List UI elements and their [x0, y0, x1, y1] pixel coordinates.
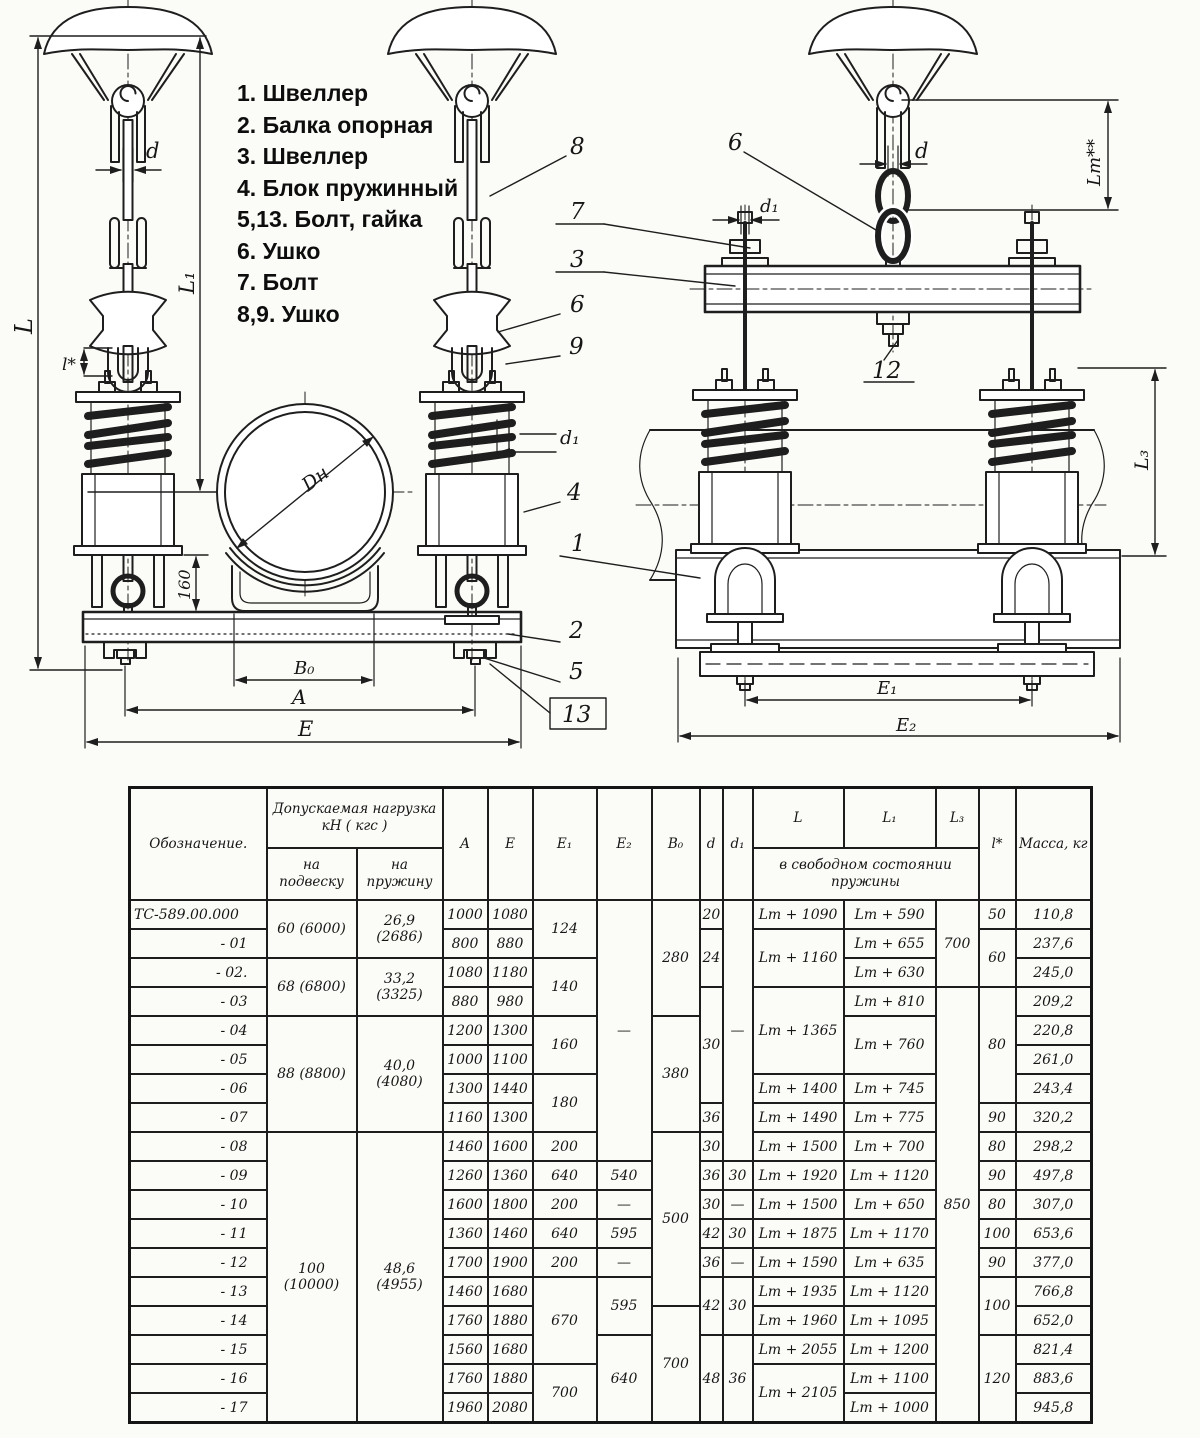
value-cell: 1300	[488, 1103, 533, 1132]
value-cell: 237,6	[1016, 929, 1092, 958]
dim-A-label: A	[292, 685, 307, 709]
value-cell: 33,2 (3325)	[357, 958, 443, 1016]
value-cell: Lт + 635	[844, 1248, 936, 1277]
value-cell: 68 (6800)	[267, 958, 357, 1016]
value-cell: 307,0	[1016, 1190, 1092, 1219]
value-cell: —	[723, 1248, 753, 1277]
value-cell: Lт + 1095	[844, 1306, 936, 1335]
value-cell: 1960	[443, 1393, 488, 1423]
designation-cell: - 12	[130, 1248, 267, 1277]
value-cell: 640	[533, 1161, 597, 1190]
value-cell: Lт + 655	[844, 929, 936, 958]
value-cell: 88 (8800)	[267, 1016, 357, 1132]
value-cell: Lт + 1170	[844, 1219, 936, 1248]
value-cell: Lт + 1960	[753, 1306, 844, 1335]
value-cell: 100 (10000)	[267, 1132, 357, 1423]
col-L: L	[753, 788, 844, 849]
value-cell: Lт + 1875	[753, 1219, 844, 1248]
value-cell: Lт + 1500	[753, 1132, 844, 1161]
col-mass: Масса, кг	[1016, 788, 1092, 901]
part-8-label: 8	[570, 134, 585, 160]
col-d1: d₁	[723, 788, 753, 901]
value-cell: 700	[936, 900, 979, 987]
dim-Lt-label: Lт**	[1084, 138, 1105, 186]
value-cell: Lт + 1120	[844, 1277, 936, 1306]
part-5-label: 5	[569, 659, 584, 685]
value-cell: 24	[700, 929, 723, 987]
part-7-label: 7	[570, 199, 585, 225]
dim-160-label: 160	[175, 569, 194, 600]
value-cell: 1100	[488, 1045, 533, 1074]
view-left-hanger	[44, 0, 212, 660]
value-cell: Lт + 1160	[753, 929, 844, 987]
value-cell: 497,8	[1016, 1161, 1092, 1190]
value-cell: 1160	[443, 1103, 488, 1132]
value-cell: 36	[700, 1248, 723, 1277]
value-cell: 243,4	[1016, 1074, 1092, 1103]
value-cell: Lт + 1920	[753, 1161, 844, 1190]
value-cell: 160	[533, 1016, 597, 1074]
legend-item: 4. Блок пружинный	[237, 174, 459, 201]
value-cell: 42	[700, 1219, 723, 1248]
value-cell: 1460	[443, 1277, 488, 1306]
table-header	[130, 788, 1092, 901]
part-6r-label: 6	[728, 130, 743, 156]
value-cell: 1260	[443, 1161, 488, 1190]
col-free-state: в свободном состоянии пружины	[753, 848, 979, 900]
value-cell: 1600	[443, 1190, 488, 1219]
designation-cell: - 13	[130, 1277, 267, 1306]
value-cell: 180	[533, 1074, 597, 1132]
value-cell: 245,0	[1016, 958, 1092, 987]
value-cell: 1360	[443, 1219, 488, 1248]
designation-cell: ТС-589.00.000	[130, 900, 267, 929]
value-cell: 200	[533, 1248, 597, 1277]
value-cell: 1440	[488, 1074, 533, 1103]
value-cell: 670	[533, 1277, 597, 1364]
value-cell: Lт + 590	[844, 900, 936, 929]
value-cell: Lт + 1120	[844, 1161, 936, 1190]
value-cell: 377,0	[1016, 1248, 1092, 1277]
value-cell: 1880	[488, 1364, 533, 1393]
value-cell: 42	[700, 1277, 723, 1335]
value-cell: 1180	[488, 958, 533, 987]
dim-L1-label: L₁	[175, 271, 199, 294]
value-cell: 320,2	[1016, 1103, 1092, 1132]
value-cell: 30	[723, 1161, 753, 1190]
value-cell: 280	[652, 900, 700, 1016]
value-cell: Lт + 1090	[753, 900, 844, 929]
part-2-label: 2	[569, 618, 584, 644]
value-cell: 1700	[443, 1248, 488, 1277]
value-cell: Lт + 1490	[753, 1103, 844, 1132]
value-cell: 36	[700, 1161, 723, 1190]
dim-d1-right-label: d₁	[760, 196, 779, 217]
value-cell: 36	[723, 1335, 753, 1423]
value-cell: 1080	[488, 900, 533, 929]
value-cell: 48	[700, 1335, 723, 1423]
dim-d-left-label: d	[146, 139, 160, 163]
value-cell: 100	[979, 1219, 1016, 1248]
value-cell: 980	[488, 987, 533, 1016]
value-cell: Lт + 1365	[753, 987, 844, 1074]
designation-cell: - 08	[130, 1132, 267, 1161]
value-cell: 26,9 (2686)	[357, 900, 443, 958]
drawing-labels	[10, 130, 1153, 741]
dim-L-label: L	[10, 318, 38, 334]
value-cell: 1560	[443, 1335, 488, 1364]
value-cell: 200	[533, 1132, 597, 1161]
table-row	[130, 900, 1092, 929]
value-cell: Lт + 1400	[753, 1074, 844, 1103]
value-cell: 50	[979, 900, 1016, 929]
value-cell: 1760	[443, 1306, 488, 1335]
value-cell: 60 (6000)	[267, 900, 357, 958]
value-cell: 850	[936, 987, 979, 1423]
value-cell: 1300	[488, 1016, 533, 1045]
col-load-group: Допускаемая нагрузка кН ( кгс )	[267, 788, 443, 849]
designation-cell: - 16	[130, 1364, 267, 1393]
dim-L3-label: L₃	[1131, 449, 1153, 470]
value-cell: 1900	[488, 1248, 533, 1277]
value-cell: 261,0	[1016, 1045, 1092, 1074]
value-cell: 652,0	[1016, 1306, 1092, 1335]
value-cell: 640	[533, 1219, 597, 1248]
value-cell: 1300	[443, 1074, 488, 1103]
value-cell: 700	[533, 1364, 597, 1423]
col-load-hanger: на подвеску	[267, 848, 357, 900]
dimension-table	[128, 786, 1093, 1424]
value-cell: 90	[979, 1103, 1016, 1132]
legend-item: 8,9. Ушко	[237, 300, 340, 327]
dim-B0-label: B₀	[294, 658, 315, 679]
legend-item: 3. Швеллер	[237, 143, 369, 169]
value-cell: Lт + 775	[844, 1103, 936, 1132]
value-cell: 880	[443, 987, 488, 1016]
designation-cell: - 09	[130, 1161, 267, 1190]
value-cell: Lт + 745	[844, 1074, 936, 1103]
value-cell: 945,8	[1016, 1393, 1092, 1423]
part-4-label: 4	[567, 480, 582, 506]
view-right-assembly	[636, 0, 1120, 692]
value-cell: 1080	[443, 958, 488, 987]
col-designation: Обозначение.	[130, 788, 267, 901]
value-cell: 110,8	[1016, 900, 1092, 929]
value-cell: Lт + 1500	[753, 1190, 844, 1219]
designation-cell: - 11	[130, 1219, 267, 1248]
value-cell: 30	[723, 1219, 753, 1248]
col-load-spring: на пружину	[357, 848, 443, 900]
value-cell: 766,8	[1016, 1277, 1092, 1306]
value-cell: 800	[443, 929, 488, 958]
value-cell: 1800	[488, 1190, 533, 1219]
value-cell: —	[597, 1190, 652, 1219]
col-d: d	[700, 788, 723, 901]
value-cell: 1680	[488, 1335, 533, 1364]
value-cell: 595	[597, 1277, 652, 1335]
value-cell: —	[723, 900, 753, 1161]
value-cell: 880	[488, 929, 533, 958]
value-cell: Lт + 1100	[844, 1364, 936, 1393]
designation-cell: - 10	[130, 1190, 267, 1219]
designation-cell: - 15	[130, 1335, 267, 1364]
value-cell: Lт + 2105	[753, 1364, 844, 1423]
value-cell: Lт + 810	[844, 987, 936, 1016]
col-B0: B₀	[652, 788, 700, 901]
dim-Dn-label: Dн	[297, 461, 334, 496]
legend-item: 6. Ушко	[237, 237, 321, 264]
col-E2: E₂	[597, 788, 652, 901]
legend-item: 2. Балка опорная	[237, 111, 434, 138]
parts-legend	[237, 78, 458, 330]
value-cell: 100	[979, 1277, 1016, 1335]
dim-E1-label: E₁	[877, 678, 898, 699]
value-cell: 48,6 (4955)	[357, 1132, 443, 1423]
value-cell: 90	[979, 1248, 1016, 1277]
value-cell: 200	[533, 1190, 597, 1219]
value-cell: 1460	[443, 1132, 488, 1161]
value-cell: Lт + 1000	[844, 1393, 936, 1423]
value-cell: —	[597, 900, 652, 1161]
value-cell: 500	[652, 1132, 700, 1306]
value-cell: Lт + 2055	[753, 1335, 844, 1364]
value-cell: 298,2	[1016, 1132, 1092, 1161]
col-E: E	[488, 788, 533, 901]
dim-lstar-label: l*	[62, 355, 76, 375]
value-cell: 1680	[488, 1277, 533, 1306]
designation-cell: - 04	[130, 1016, 267, 1045]
value-cell: 124	[533, 900, 597, 958]
value-cell: Lт + 700	[844, 1132, 936, 1161]
value-cell: 36	[700, 1103, 723, 1132]
value-cell: 700	[652, 1306, 700, 1423]
value-cell: 1600	[488, 1132, 533, 1161]
value-cell: 40,0 (4080)	[357, 1016, 443, 1132]
part-6-label: 6	[570, 292, 585, 318]
value-cell: 30	[723, 1277, 753, 1335]
dim-d1-mid-label: d₁	[560, 427, 580, 449]
value-cell: 595	[597, 1219, 652, 1248]
value-cell: 1200	[443, 1016, 488, 1045]
value-cell: 380	[652, 1016, 700, 1132]
value-cell: 20	[700, 900, 723, 929]
col-L1: L₁	[844, 788, 936, 849]
value-cell: —	[597, 1248, 652, 1277]
value-cell: 140	[533, 958, 597, 1016]
table-body	[130, 900, 1092, 1423]
designation-cell: - 02.	[130, 958, 267, 987]
designation-cell: - 17	[130, 1393, 267, 1423]
value-cell: 1000	[443, 900, 488, 929]
col-A: A	[443, 788, 488, 901]
part-12-label: 12	[872, 358, 902, 384]
legend-item: 7. Болт	[237, 269, 319, 295]
dim-d-right-label: d	[915, 139, 929, 163]
value-cell: 821,4	[1016, 1335, 1092, 1364]
designation-cell: - 05	[130, 1045, 267, 1074]
value-cell: Lт + 650	[844, 1190, 936, 1219]
value-cell: Lт + 1935	[753, 1277, 844, 1306]
value-cell: 80	[979, 1190, 1016, 1219]
part-1-label: 1	[571, 531, 586, 557]
value-cell: 883,6	[1016, 1364, 1092, 1393]
designation-cell: - 14	[130, 1306, 267, 1335]
value-cell: 1880	[488, 1306, 533, 1335]
value-cell: 1460	[488, 1219, 533, 1248]
designation-cell: - 07	[130, 1103, 267, 1132]
value-cell: 90	[979, 1161, 1016, 1190]
part-3-label: 3	[570, 247, 585, 273]
value-cell: —	[723, 1190, 753, 1219]
value-cell: 1000	[443, 1045, 488, 1074]
designation-cell: - 03	[130, 987, 267, 1016]
col-lstar: l*	[979, 788, 1016, 901]
value-cell: Lт + 1590	[753, 1248, 844, 1277]
legend-item: 5,13. Болт, гайка	[237, 206, 423, 232]
value-cell: 1760	[443, 1364, 488, 1393]
col-L3: L₃	[936, 788, 979, 849]
value-cell: 653,6	[1016, 1219, 1092, 1248]
value-cell: 60	[979, 929, 1016, 987]
legend-item: 1. Швеллер	[237, 80, 369, 106]
value-cell: 1360	[488, 1161, 533, 1190]
value-cell: 30	[700, 1190, 723, 1219]
value-cell: 640	[597, 1335, 652, 1423]
value-cell: 220,8	[1016, 1016, 1092, 1045]
value-cell: 209,2	[1016, 987, 1092, 1016]
value-cell: 80	[979, 987, 1016, 1103]
value-cell: 80	[979, 1132, 1016, 1161]
pipe-section	[200, 392, 412, 611]
value-cell: Lт + 760	[844, 1016, 936, 1074]
part-13-label: 13	[562, 702, 592, 728]
value-cell: 540	[597, 1161, 652, 1190]
designation-cell: - 01	[130, 929, 267, 958]
value-cell: 2080	[488, 1393, 533, 1423]
dim-E-label: E	[298, 717, 314, 741]
value-cell: Lт + 630	[844, 958, 936, 987]
value-cell: 30	[700, 987, 723, 1103]
value-cell: 120	[979, 1335, 1016, 1423]
dim-E2-label: E₂	[896, 715, 917, 736]
value-cell: 30	[700, 1132, 723, 1161]
value-cell: Lт + 1200	[844, 1335, 936, 1364]
part-9-label: 9	[569, 334, 584, 360]
col-E1: E₁	[533, 788, 597, 901]
designation-cell: - 06	[130, 1074, 267, 1103]
